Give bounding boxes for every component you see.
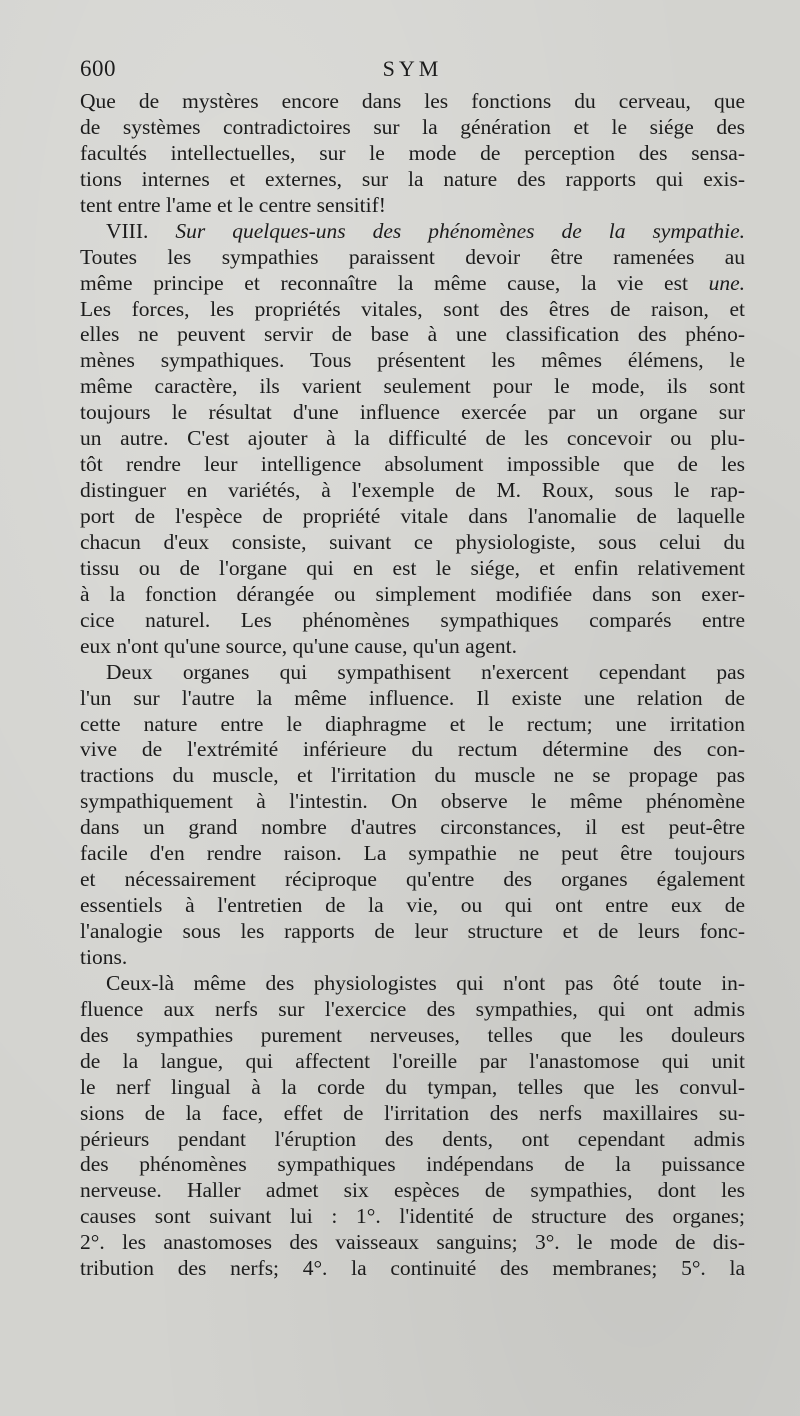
text-line: cette nature entre le diaphragme et le rectum; une irritation bbox=[80, 711, 745, 736]
text-line: sions de la face, effet de l'irritation des nerfs maxillaires su- bbox=[80, 1100, 745, 1125]
text-line: tôt rendre leur intelligence absolument impossible que de les bbox=[80, 452, 745, 477]
section-heading-line bbox=[80, 219, 745, 245]
text-line: tions. bbox=[80, 944, 128, 969]
text-line: tissu ou de l'organe qui en est le siége, et enfin relativement bbox=[80, 555, 745, 580]
text-line: à la fonction dérangée ou simplement modifiée dans son exer- bbox=[80, 581, 745, 606]
text-line: Les forces, les propriétés vitales, sont des êtres de raison, et bbox=[80, 296, 745, 321]
text-line: et nécessairement réciproque qu'entre des organes également bbox=[80, 867, 745, 892]
text-line: toujours le résultat d'une influence exercée par un organe sur bbox=[80, 400, 745, 425]
text-line: Que de mystères encore dans les fonctions du cerveau, que bbox=[80, 89, 745, 113]
text-line: de la langue, qui affectent l'oreille par l'anastomose qui unit bbox=[80, 1048, 745, 1073]
text-line: distinguer en variétés, à l'exemple de M. Roux, sous le rap- bbox=[80, 478, 745, 503]
text-line bbox=[80, 271, 745, 297]
body-text bbox=[80, 89, 745, 1282]
text-line: des phénomènes sympathiques indépendans de la puissance bbox=[80, 1152, 745, 1177]
page-header bbox=[80, 56, 745, 86]
text-line: vive de l'extrémité inférieure du rectum détermine des con- bbox=[80, 737, 745, 762]
text-run: même principe et reconnaître la même cause, la vie est bbox=[80, 270, 688, 295]
text-line: des sympathies purement nerveuses, telles que les douleurs bbox=[80, 1022, 745, 1047]
text-line: elles ne peuvent servir de base à une classification des phéno- bbox=[80, 322, 745, 347]
text-line: périeurs pendant l'éruption des dents, ont cependant admis bbox=[80, 1126, 745, 1151]
text-line: tractions du muscle, et l'irritation du muscle ne se propage pas bbox=[80, 763, 745, 788]
text-line: facile d'en rendre raison. La sympathie ne peut être toujours bbox=[80, 841, 745, 866]
text-line: l'analogie sous les rapports de leur structure et de leurs fonc- bbox=[80, 919, 745, 943]
text-line: nerveuse. Haller admet six espèces de sympathies, dont les bbox=[80, 1178, 745, 1203]
text-line: Deux organes qui sympathisent n'exercent cependant pas bbox=[106, 659, 745, 684]
text-line: Toutes les sympathies paraissent devoir être ramenées au bbox=[80, 244, 745, 269]
text-line: essentiels à l'entretien de la vie, ou qui ont entre eux de bbox=[80, 893, 745, 918]
emphasis-word: une. bbox=[708, 270, 745, 295]
text-line: dans un grand nombre d'autres circonstances, il est peut-être bbox=[80, 815, 745, 840]
text-line: causes sont suivant lui : 1°. l'identité de structure des organes; bbox=[80, 1204, 745, 1229]
text-line: le nerf lingual à la corde du tympan, telles que les convul- bbox=[80, 1074, 745, 1099]
section-title: Sur quelques-uns des phénomènes de la sympathie. bbox=[175, 218, 745, 243]
page-number: 600 bbox=[80, 56, 116, 81]
text-line: tions internes et externes, sur la nature des rapports qui exis- bbox=[80, 166, 745, 191]
text-line: même caractère, ils varient seulement pour le mode, ils sont bbox=[80, 374, 745, 399]
text-line: mènes sympathiques. Tous présentent les mêmes élémens, le bbox=[80, 348, 745, 373]
text-line: eux n'ont qu'une source, qu'une cause, qu'un agent. bbox=[80, 633, 518, 658]
text-line: port de l'espèce de propriété vitale dans l'anomalie de laquelle bbox=[80, 504, 745, 528]
text-line: fluence aux nerfs sur l'exercice des sympathies, qui ont admis bbox=[80, 996, 745, 1021]
text-line: un autre. C'est ajouter à la difficulté de les concevoir ou plu- bbox=[80, 426, 745, 451]
text-line: de systèmes contradictoires sur la génération et le siége des bbox=[80, 114, 745, 139]
section-number: VIII. bbox=[106, 218, 149, 243]
text-line: cice naturel. Les phénomènes sympathiques comparés entre bbox=[80, 607, 745, 632]
text-line: sympathiquement à l'intestin. On observe le même phénomène bbox=[80, 789, 745, 814]
text-line: tribution des nerfs; 4°. la continuité des membranes; 5°. la bbox=[80, 1256, 745, 1281]
text-line: Ceux-là même des physiologistes qui n'ont pas ôté toute in- bbox=[106, 970, 745, 995]
text-line: facultés intellectuelles, sur le mode de perception des sensa- bbox=[80, 140, 745, 165]
running-head: SYM bbox=[382, 56, 443, 81]
text-line: tent entre l'ame et le centre sensitif! bbox=[80, 192, 386, 217]
text-line: 2°. les anastomoses des vaisseaux sanguins; 3°. le mode de dis- bbox=[80, 1230, 745, 1255]
text-line: chacun d'eux consiste, suivant ce physiologiste, sous celui du bbox=[80, 529, 745, 554]
text-line: l'un sur l'autre la même influence. Il existe une relation de bbox=[80, 685, 745, 710]
